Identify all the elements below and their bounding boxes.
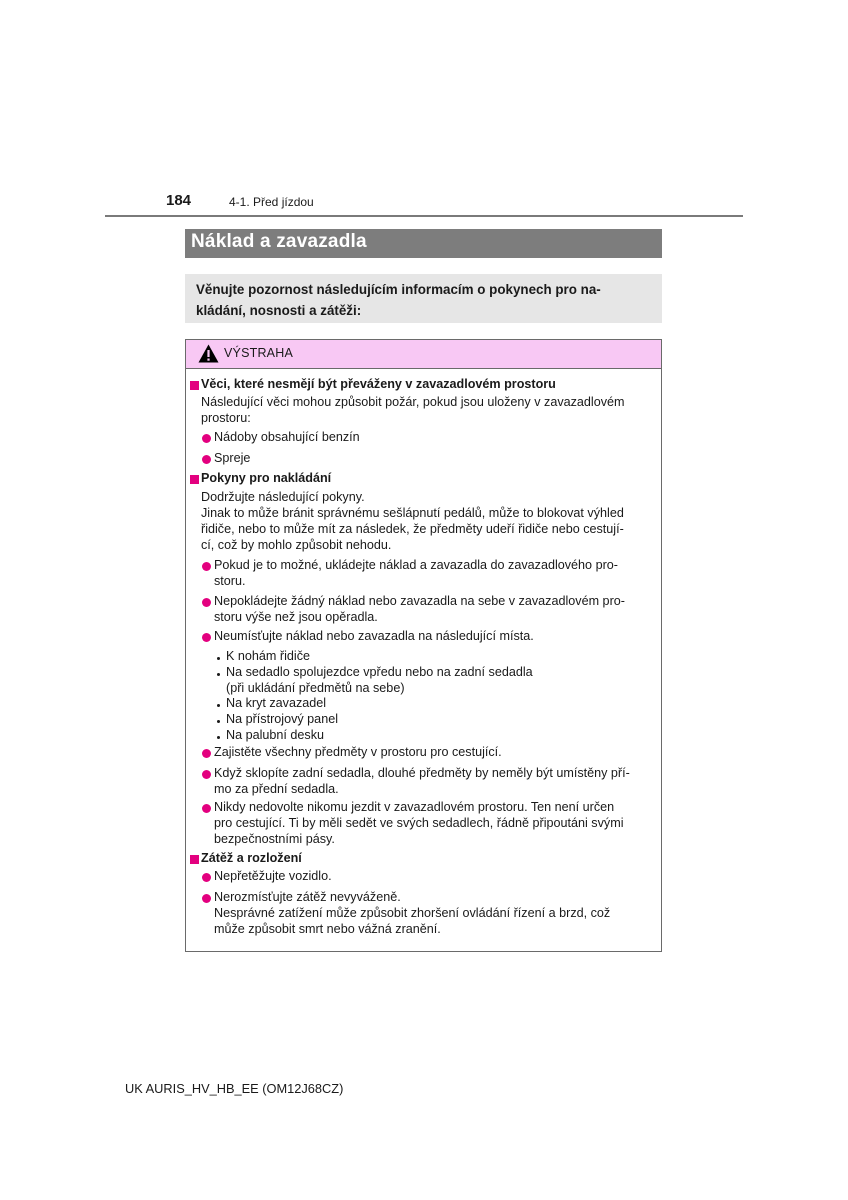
section-text: prostoru: — [201, 411, 251, 425]
bullet-icon — [202, 455, 211, 464]
sub-bullet-icon — [217, 736, 220, 739]
page-number: 184 — [166, 192, 192, 209]
bullet-text: Když sklopíte zadní sedadla, dlouhé předměty by neměly být umístěny pří- — [214, 766, 630, 780]
sub-bullet-text: (při ukládání předmětů na sebe) — [226, 681, 405, 695]
bullet-icon — [202, 804, 211, 813]
bullet-text: Neumísťujte náklad nebo zavazadla na následující místa. — [214, 629, 534, 643]
section-text: cí, což by mohlo způsobit nehodu. — [201, 538, 392, 552]
section-text: Dodržujte následující pokyny. — [201, 490, 365, 504]
section-heading: Pokyny pro nakládání — [201, 471, 332, 485]
bullet-icon — [202, 770, 211, 779]
section-marker-icon — [190, 475, 199, 484]
bullet-text: Nikdy nedovolte nikomu jezdit v zavazadlovém prostoru. Ten není určen — [214, 800, 615, 814]
bullet-text: mo za přední sedadla. — [214, 782, 339, 796]
bullet-text: může způsobit smrt nebo vážná zranění. — [214, 922, 441, 936]
section-text: řidiče, nebo to může mít za následek, že předměty udeří řidiče nebo cestují- — [201, 522, 624, 536]
sub-bullet-text: Na sedadlo spolujezdce vpředu nebo na zadní sedadla — [226, 665, 533, 679]
bullet-icon — [202, 894, 211, 903]
sub-bullet-text: K nohám řidiče — [226, 649, 310, 663]
warning-triangle-icon — [198, 344, 219, 363]
bullet-text: Nesprávné zatížení může způsobit zhoršení ovládání řízení a brzd, což — [214, 906, 611, 920]
warning-label: VÝSTRAHA — [224, 346, 293, 360]
bullet-text: Spreje — [214, 451, 251, 465]
section-heading: Zátěž a rozložení — [201, 851, 302, 865]
section-text: Jinak to může bránit správnému sešlápnutí pedálů, může to blokovat výhled — [201, 506, 624, 520]
sub-bullet-icon — [217, 657, 220, 660]
sub-bullet-icon — [217, 704, 220, 707]
bullet-text: Zajistěte všechny předměty v prostoru pro cestující. — [214, 745, 502, 759]
footer-model-code: UK AURIS_HV_HB_EE (OM12J68CZ) — [125, 1081, 344, 1096]
section-reference: 4-1. Před jízdou — [229, 195, 314, 209]
bullet-text: Pokud je to možné, ukládejte náklad a zavazadla do zavazadlového pro- — [214, 558, 618, 572]
intro-box — [185, 274, 662, 323]
bullet-icon — [202, 562, 211, 571]
bullet-text: Nerozmísťujte zátěž nevyváženě. — [214, 890, 401, 904]
page-title: Náklad a zavazadla — [191, 231, 367, 252]
bullet-icon — [202, 873, 211, 882]
sub-bullet-text: Na palubní desku — [226, 728, 325, 742]
sub-bullet-icon — [217, 673, 220, 676]
section-text: Následující věci mohou způsobit požár, pokud jsou uloženy v zavazadlovém — [201, 395, 625, 409]
bullet-text: Nepřetěžujte vozidlo. — [214, 869, 332, 883]
bullet-icon — [202, 598, 211, 607]
warning-header — [186, 340, 661, 369]
bullet-icon — [202, 749, 211, 758]
warning-box — [185, 339, 662, 952]
bullet-text: bezpečnostními pásy. — [214, 832, 335, 846]
intro-line-1: Věnujte pozornost následujícím informacím o pokynech pro na- — [196, 282, 601, 297]
bullet-text: storu výše než jsou opěradla. — [214, 610, 378, 624]
intro-line-2: kládání, nosnosti a zátěži: — [196, 303, 362, 318]
bullet-text: Nepokládejte žádný náklad nebo zavazadla na sebe v zavazadlovém pro- — [214, 594, 625, 608]
bullet-text: Nádoby obsahující benzín — [214, 430, 360, 444]
section-heading: Věci, které nesmějí být převáženy v zavazadlovém prostoru — [201, 377, 556, 391]
section-marker-icon — [190, 855, 199, 864]
sub-bullet-text: Na přístrojový panel — [226, 712, 338, 726]
sub-bullet-icon — [217, 720, 220, 723]
header-rule — [105, 215, 743, 217]
section-marker-icon — [190, 381, 199, 390]
bullet-text: storu. — [214, 574, 246, 588]
sub-bullet-text: Na kryt zavazadel — [226, 696, 327, 710]
bullet-icon — [202, 434, 211, 443]
bullet-text: pro cestující. Ti by měli sedět ve svých sedadlech, řádně připoutáni svými — [214, 816, 624, 830]
bullet-icon — [202, 633, 211, 642]
title-bar — [185, 229, 662, 258]
